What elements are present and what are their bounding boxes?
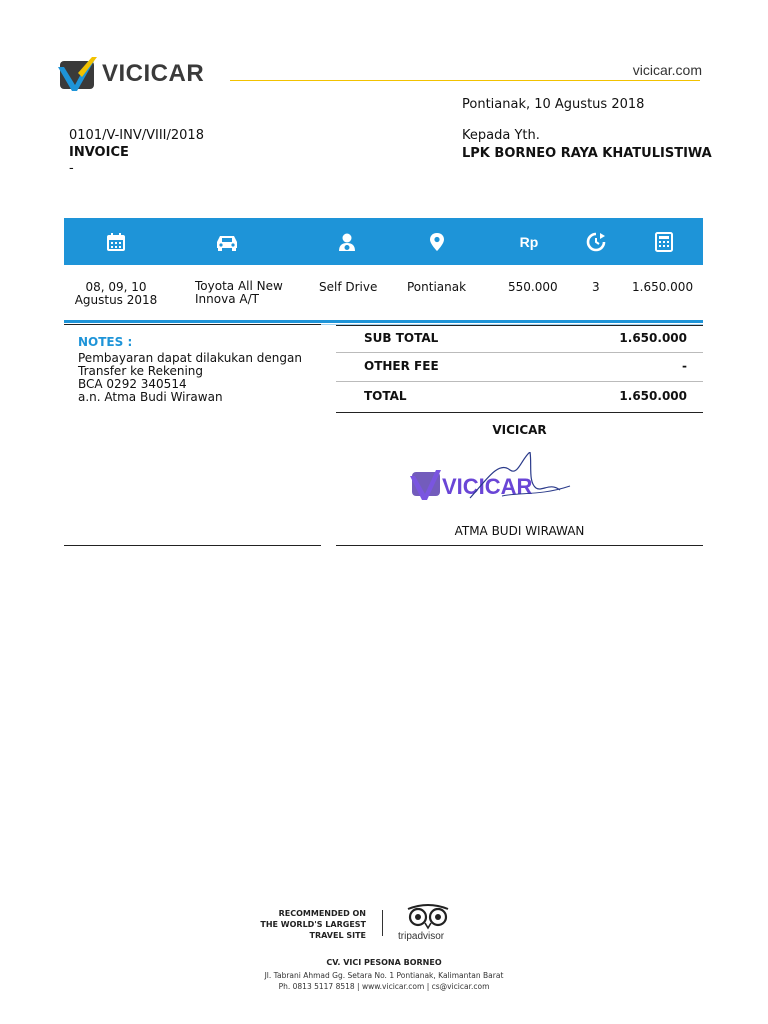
signature-bottom-border	[336, 545, 703, 546]
vicicar-logo-icon	[58, 55, 98, 93]
invoice-label: INVOICE	[69, 145, 129, 160]
totals-top-border	[336, 325, 703, 326]
footer-address: Jl. Tabrani Ahmad Gg. Setara No. 1 Pontianak, Kalimantan Barat	[264, 971, 504, 980]
footer-separator	[382, 910, 383, 936]
other-fee-label: OTHER FEE	[364, 359, 439, 373]
notes-line-4: a.n. Atma Budi Wirawan	[78, 390, 223, 404]
client-name: LPK BORNEO RAYA KHATULISTIWA	[462, 146, 712, 161]
footer-contact: Ph. 0813 5117 8518 | www.vicicar.com | cs@vicicar.com	[278, 982, 490, 991]
notes-line-2: Transfer ke Rekening	[78, 364, 204, 378]
rec-line-3: TRAVEL SITE	[309, 931, 366, 940]
svg-text:VICICAR: VICICAR	[442, 474, 533, 499]
invoice-date: Pontianak, 10 Agustus 2018	[462, 97, 645, 112]
notes-line-3: BCA 0292 340514	[78, 377, 187, 391]
signature-stamp	[410, 452, 580, 512]
header-divider	[230, 80, 700, 81]
invoice-subtitle: -	[69, 161, 74, 176]
notes-bottom-border	[64, 545, 321, 546]
totals-bottom-border	[336, 412, 703, 413]
total-label: TOTAL	[364, 389, 407, 403]
footer-company: CV. VICI PESONA BORNEO	[326, 958, 442, 967]
table-divider	[64, 320, 703, 323]
total-value: 1.650.000	[619, 389, 687, 403]
rental-days: 3	[592, 280, 600, 294]
tripadvisor-wordmark: tripadvisor	[398, 931, 445, 942]
totals-divider-1	[336, 352, 703, 353]
car-line-1: Toyota All New	[195, 279, 283, 293]
dates-line-1: 08, 09, 10	[85, 280, 147, 294]
rental-location: Pontianak	[407, 280, 467, 294]
service-type: Self Drive	[319, 280, 378, 294]
rental-dates	[68, 281, 164, 307]
driver-icon	[335, 230, 359, 254]
tripadvisor-owl-icon	[398, 903, 468, 931]
subtotal-value: 1.650.000	[619, 331, 687, 345]
totals-divider-2	[336, 381, 703, 382]
notes-body	[78, 352, 318, 404]
recommendation-text	[250, 908, 366, 941]
rec-line-1: RECOMMENDED ON	[278, 909, 366, 918]
unit-price: 550.000	[508, 280, 558, 294]
vicicar-logo	[58, 52, 208, 96]
row-amount: 1.650.000	[632, 280, 694, 294]
signatory-name: ATMA BUDI WIRAWAN	[454, 524, 585, 538]
signature-company: VICICAR	[492, 423, 547, 437]
notes-title: NOTES :	[78, 335, 133, 349]
car-model	[195, 280, 305, 306]
rec-line-2: THE WORLD'S LARGEST	[260, 920, 366, 929]
calendar-icon	[104, 230, 128, 254]
notes-top-border	[64, 324, 321, 325]
brand-name: VICICAR	[102, 60, 205, 87]
car-line-2: Innova A/T	[195, 292, 259, 306]
dates-line-2: Agustus 2018	[74, 293, 158, 307]
recipient-label: Kepada Yth.	[462, 128, 540, 143]
calculator-icon	[652, 230, 676, 254]
other-fee-value: -	[682, 359, 687, 373]
duration-icon	[584, 230, 608, 254]
subtotal-label: SUB TOTAL	[364, 331, 439, 345]
rupiah-icon	[517, 230, 541, 254]
car-icon	[215, 230, 239, 254]
location-icon	[425, 230, 449, 254]
notes-line-1: Pembayaran dapat dilakukan dengan	[78, 351, 302, 365]
signature-stamp-icon	[410, 452, 580, 512]
price-header: Rp	[519, 234, 539, 250]
invoice-number: 0101/V-INV/VIII/2018	[69, 128, 204, 143]
website-link[interactable]: vicicar.com	[632, 62, 702, 78]
